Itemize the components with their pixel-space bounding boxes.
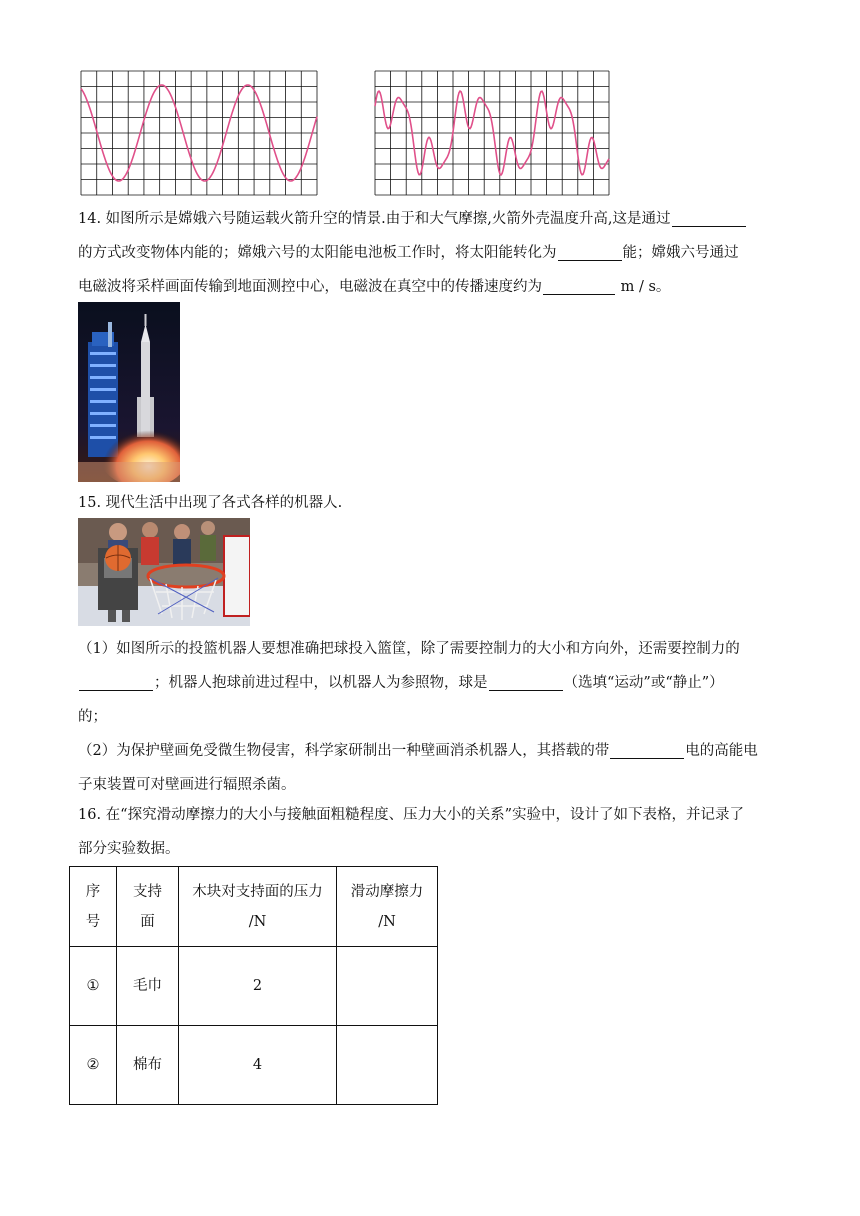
rocket-launch-photo bbox=[78, 302, 180, 482]
header-cell: 木块对支持面的压力 /N bbox=[179, 867, 337, 947]
table-cell: 毛巾 bbox=[117, 947, 179, 1026]
answer-blank-14-2[interactable] bbox=[558, 242, 622, 261]
header-cell: 支持 面 bbox=[117, 867, 179, 947]
answer-blank-15-3[interactable] bbox=[610, 740, 684, 759]
table-cell: 2 bbox=[179, 947, 337, 1026]
answer-blank-15-2[interactable] bbox=[489, 672, 563, 691]
unit-label: m / s bbox=[620, 279, 656, 295]
question-14: 14. 如图所示是嫦娥六号随运载火箭升空的情景.由于和大气摩擦,火箭外壳温度升高,这是通过 的方式改变物体内能的；嫦娥六号的太阳能电池板工作时，将太阳能转化为 能；嫦娥六号通过 电磁波将采样画面传输到地面测控中心，电磁波在真空中的传播速度约为 m / s。 bbox=[78, 202, 784, 304]
table-row bbox=[70, 947, 438, 1026]
header-cell: 序 号 bbox=[70, 867, 117, 947]
waveform-graph-sine bbox=[80, 70, 318, 196]
question-15-parts: （1）如图所示的投篮机器人要想准确把球投入篮筐，除了需要控制力的大小和方向外，还需要控制力的 ；机器人抱球前进过程中，以机器人为参照物，球是 （选填“运动”或“静止”） 的； （2）为保护壁画免受微生物侵害，科学家研制出一种壁画消杀机器人，其搭载的带 电的高能电 子束装置可对壁画进行辐照杀菌。 bbox=[78, 641, 758, 793]
answer-blank-15-1[interactable] bbox=[79, 672, 153, 691]
table-cell: 4 bbox=[179, 1026, 337, 1105]
robot-basketball-photo bbox=[78, 518, 250, 626]
table-cell-empty[interactable] bbox=[337, 947, 438, 1026]
waveform-graph-complex bbox=[374, 70, 610, 196]
answer-blank-14-3[interactable] bbox=[543, 276, 615, 295]
table-cell: ② bbox=[70, 1026, 117, 1105]
experiment-data-table bbox=[69, 866, 438, 1105]
header-cell: 滑动摩擦力 /N bbox=[337, 867, 438, 947]
table-cell: ① bbox=[70, 947, 117, 1026]
question-15-title: 15. 现代生活中出现了各式各样的机器人. bbox=[78, 495, 343, 511]
table-row bbox=[70, 1026, 438, 1105]
table-header-row bbox=[70, 867, 438, 947]
question-16: 16. 在“探究滑动摩擦力的大小与接触面粗糙程度、压力大小的关系”实验中，设计了如下表格，并记录了 部分实验数据。 bbox=[78, 807, 744, 857]
table-cell-empty[interactable] bbox=[337, 1026, 438, 1105]
table-cell: 棉布 bbox=[117, 1026, 179, 1105]
answer-blank-14-1[interactable] bbox=[672, 208, 746, 227]
